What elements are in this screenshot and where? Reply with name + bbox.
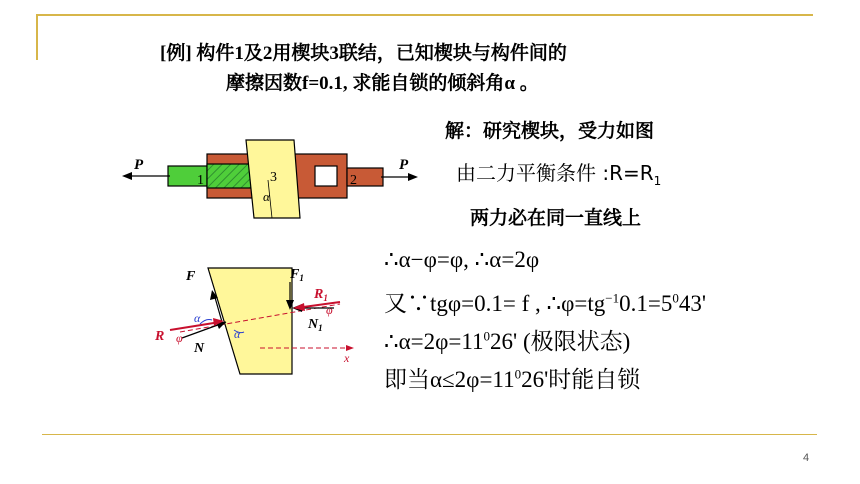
label-alpha-1: α <box>194 311 201 325</box>
label-part-3: 3 <box>270 170 277 185</box>
arrowhead-right <box>408 173 418 181</box>
balance-condition: 由二力平衡条件 $:R=R_1$ <box>456 161 662 188</box>
slide-frame-top <box>38 14 813 16</box>
wedge-joint-figure <box>118 132 423 227</box>
label-phi-1: φ <box>176 331 183 345</box>
label-p-left: P <box>134 157 144 173</box>
force-diagram-figure <box>150 262 365 392</box>
equation-4: 即当$\alpha\le 2\varphi=11^026'$时能自锁 <box>384 366 641 392</box>
slide-frame-left <box>36 14 38 60</box>
label-angle-alpha: α <box>263 189 270 204</box>
problem-title-line2: 摩擦因数f=0.1, 求能自锁的倾斜角α 。 <box>226 73 539 94</box>
equation-2: 又∵tgφ=0.1= f , $\therefore\varphi=tg^{-1}0.1=5^043'$ <box>384 290 707 316</box>
label-p-right: P <box>399 157 409 173</box>
slot-hole <box>315 166 337 186</box>
page-number: 4 <box>803 452 810 464</box>
label-alpha-2: α <box>234 327 241 341</box>
label-part-2: 2 <box>350 173 357 188</box>
label-f1: $F_1$ <box>290 267 304 283</box>
label-r1: $R_1$ <box>314 287 328 303</box>
label-x-axis: x <box>344 351 350 365</box>
problem-title-line1: [例] 构件1及2用楔块3联结，已知楔块与构件间的 <box>160 43 567 64</box>
equation-3: $\therefore\alpha=2\varphi=11^026'$ (极限状态) <box>384 328 631 354</box>
arrowhead-left <box>122 172 132 180</box>
slide-divider-bottom <box>42 434 817 435</box>
solution-heading: 解：研究楔块，受力如图 <box>445 121 655 142</box>
label-n1: $N_1$ <box>308 317 323 333</box>
label-r: R <box>155 329 165 344</box>
equation-1: ∴α−φ=φ, ∴α=2φ <box>384 247 540 272</box>
collinear-statement: 两力必在同一直线上 <box>470 208 642 229</box>
label-n: N <box>194 341 205 356</box>
label-part-1: 1 <box>197 173 204 188</box>
label-f: F <box>186 269 196 284</box>
label-phi-2: φ <box>326 303 333 317</box>
